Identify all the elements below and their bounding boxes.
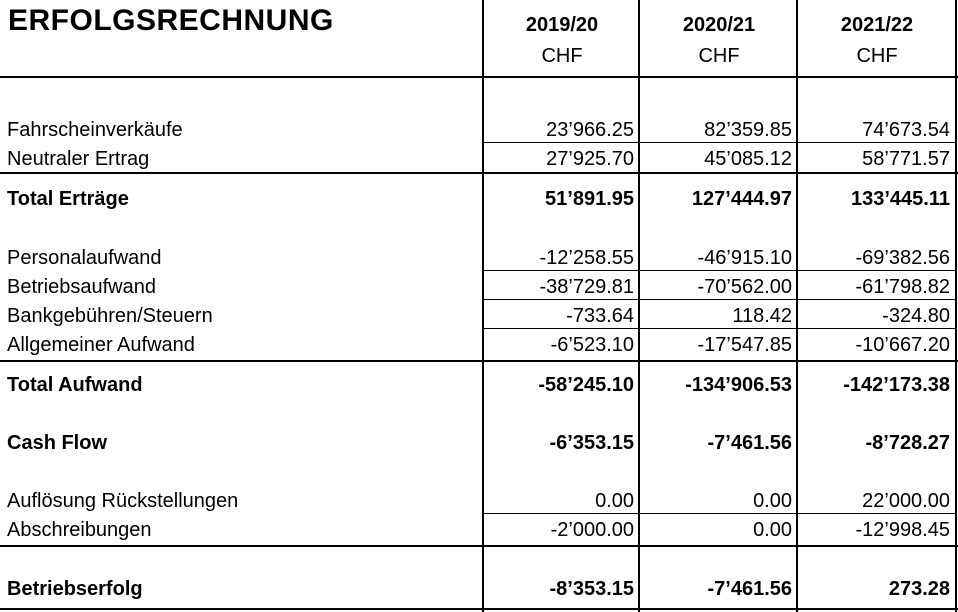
table-row-total bbox=[0, 427, 958, 456]
row-value: -38’729.81 bbox=[539, 276, 634, 298]
row-value: 0.00 bbox=[753, 519, 792, 541]
row-value: 133’445.11 bbox=[851, 188, 950, 210]
row-value: -61’798.82 bbox=[855, 276, 950, 298]
page-title: ERFOLGSRECHNUNG bbox=[8, 4, 334, 37]
table-row bbox=[0, 114, 958, 143]
row-value: -6’353.15 bbox=[549, 432, 634, 454]
row-value: -12’998.45 bbox=[855, 519, 950, 541]
row-label: Bankgebühren/Steuern bbox=[7, 305, 213, 327]
row-value: -58’245.10 bbox=[538, 374, 634, 396]
column-header-2 bbox=[640, 0, 798, 68]
table-row bbox=[0, 143, 958, 172]
row-value: 273.28 bbox=[888, 578, 950, 600]
row-value: -324.80 bbox=[882, 305, 950, 327]
header-rule bbox=[0, 76, 958, 78]
row-value: 58’771.57 bbox=[862, 148, 950, 170]
row-value: -134’906.53 bbox=[685, 374, 792, 396]
row-label: Betriebserfolg bbox=[7, 578, 143, 600]
row-label: Personalaufwand bbox=[7, 247, 162, 269]
row-label: Auflösung Rückstellungen bbox=[7, 490, 239, 512]
row-value: -70’562.00 bbox=[697, 276, 792, 298]
row-value: 0.00 bbox=[753, 490, 792, 512]
row-value: -8’353.15 bbox=[549, 578, 634, 600]
row-value: -142’173.38 bbox=[843, 374, 950, 396]
column-currency: CHF bbox=[856, 45, 898, 67]
row-value: -733.64 bbox=[566, 305, 634, 327]
row-label: Cash Flow bbox=[7, 432, 108, 454]
table-row bbox=[0, 300, 958, 329]
bottom-rule bbox=[0, 608, 958, 610]
row-value: 22’000.00 bbox=[862, 490, 950, 512]
row-label: Allgemeiner Aufwand bbox=[7, 334, 195, 356]
row-value: -69’382.56 bbox=[855, 247, 950, 269]
row-value: 45’085.12 bbox=[704, 148, 792, 170]
row-value: -8’728.27 bbox=[865, 432, 950, 454]
row-value: 127’444.97 bbox=[691, 188, 792, 210]
table-row bbox=[0, 329, 958, 358]
table-row bbox=[0, 271, 958, 300]
row-value: -6’523.10 bbox=[550, 334, 634, 356]
row-value: 74’673.54 bbox=[862, 119, 950, 141]
row-value: -12’258.55 bbox=[539, 247, 634, 269]
row-value: -46’915.10 bbox=[697, 247, 792, 269]
row-value: 82’359.85 bbox=[704, 119, 792, 141]
row-label: Abschreibungen bbox=[7, 519, 152, 541]
row-value: 51’891.95 bbox=[545, 188, 634, 210]
section-rule bbox=[0, 172, 958, 174]
row-label: Betriebsaufwand bbox=[7, 276, 156, 298]
column-currency: CHF bbox=[541, 45, 583, 67]
row-value: -2’000.00 bbox=[550, 519, 634, 541]
row-value: 23’966.25 bbox=[546, 119, 634, 141]
column-year: 2021/22 bbox=[840, 14, 914, 36]
section-rule bbox=[0, 545, 958, 547]
row-value: 27’925.70 bbox=[546, 148, 634, 170]
row-value: -7’461.56 bbox=[707, 578, 792, 600]
row-label: Neutraler Ertrag bbox=[7, 148, 150, 170]
row-value: 0.00 bbox=[595, 490, 634, 512]
table-row bbox=[0, 485, 958, 514]
row-value: -17’547.85 bbox=[697, 334, 792, 356]
row-label: Fahrscheinverkäufe bbox=[7, 119, 183, 141]
row-label: Total Erträge bbox=[7, 188, 129, 210]
table-row-total bbox=[0, 573, 958, 602]
column-header-1 bbox=[484, 0, 640, 68]
column-year: 2020/21 bbox=[682, 14, 756, 36]
row-value: -10’667.20 bbox=[855, 334, 950, 356]
section-rule bbox=[0, 360, 958, 362]
column-currency: CHF bbox=[698, 45, 740, 67]
table-row-total bbox=[0, 183, 958, 212]
column-year: 2019/20 bbox=[525, 14, 599, 36]
row-value: -7’461.56 bbox=[707, 432, 792, 454]
table-row-total bbox=[0, 369, 958, 398]
table-row bbox=[0, 514, 958, 543]
table-row bbox=[0, 242, 958, 271]
column-header-3 bbox=[798, 0, 956, 68]
row-label: Total Aufwand bbox=[7, 374, 143, 396]
row-value: 118.42 bbox=[732, 305, 792, 327]
